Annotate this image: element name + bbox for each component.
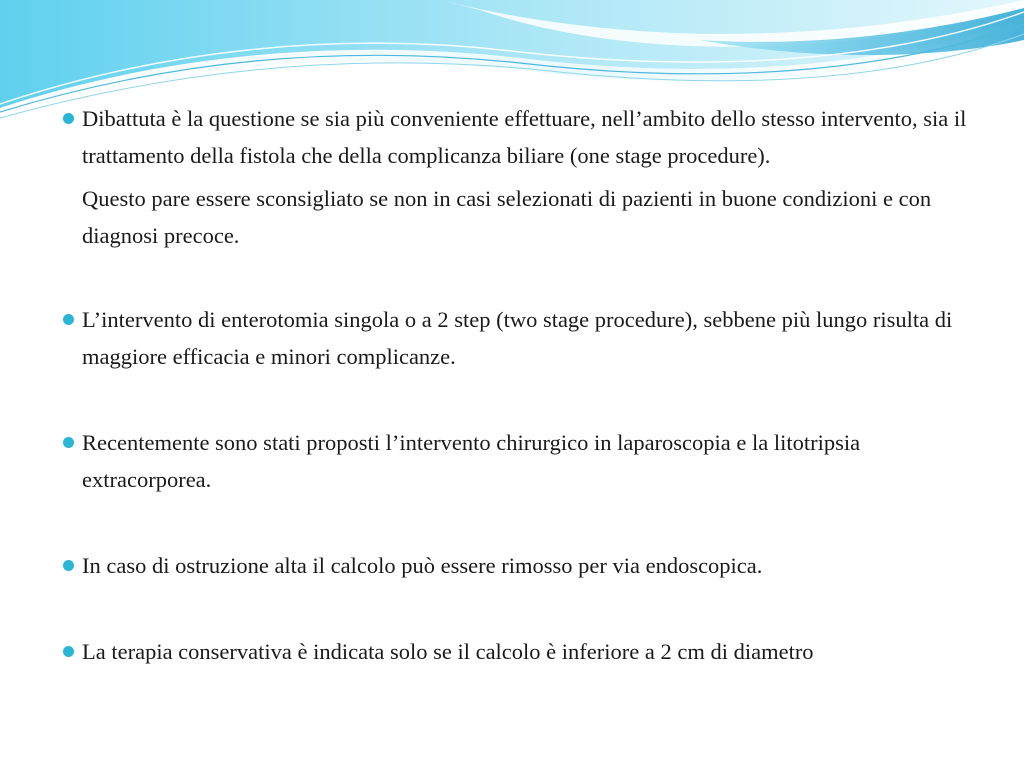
bullet-dot-icon <box>63 314 74 325</box>
bullet-continuation: Questo pare essere sconsigliato se non in casi selezionati di pazienti in buone condizioni e con diagnosi precoce. <box>82 186 932 248</box>
bullet-dot-icon <box>63 113 74 124</box>
bullet-text: La terapia conservativa è indicata solo se il calcolo è inferiore a 2 cm di diametro <box>82 639 814 664</box>
bullet-item-2 <box>62 301 972 375</box>
slide-content <box>62 100 972 670</box>
bullet-item-3 <box>62 424 972 498</box>
bullet-text: L’intervento di enterotomia singola o a 2 step (two stage procedure), sebbene più lungo risulta di maggiore efficacia e minori complicanze. <box>82 307 953 369</box>
bullet-dot-icon <box>63 560 74 571</box>
bullet-item-5 <box>62 633 972 670</box>
bullet-item-1 <box>62 100 972 174</box>
bullet-text: Dibattuta è la questione se sia più conveniente effettuare, nell’ambito dello stesso intervento, sia il trattamento della fistola che della complicanza biliare (one stage procedure). <box>82 106 967 168</box>
bullet-text: In caso di ostruzione alta il calcolo può essere rimosso per via endoscopica. <box>82 553 763 578</box>
bullet-item-4 <box>62 547 972 584</box>
bullet-dot-icon <box>63 437 74 448</box>
bullet-text: Recentemente sono stati proposti l’intervento chirurgico in laparoscopia e la litotripsia extracorporea. <box>82 430 861 492</box>
bullet-dot-icon <box>63 646 74 657</box>
